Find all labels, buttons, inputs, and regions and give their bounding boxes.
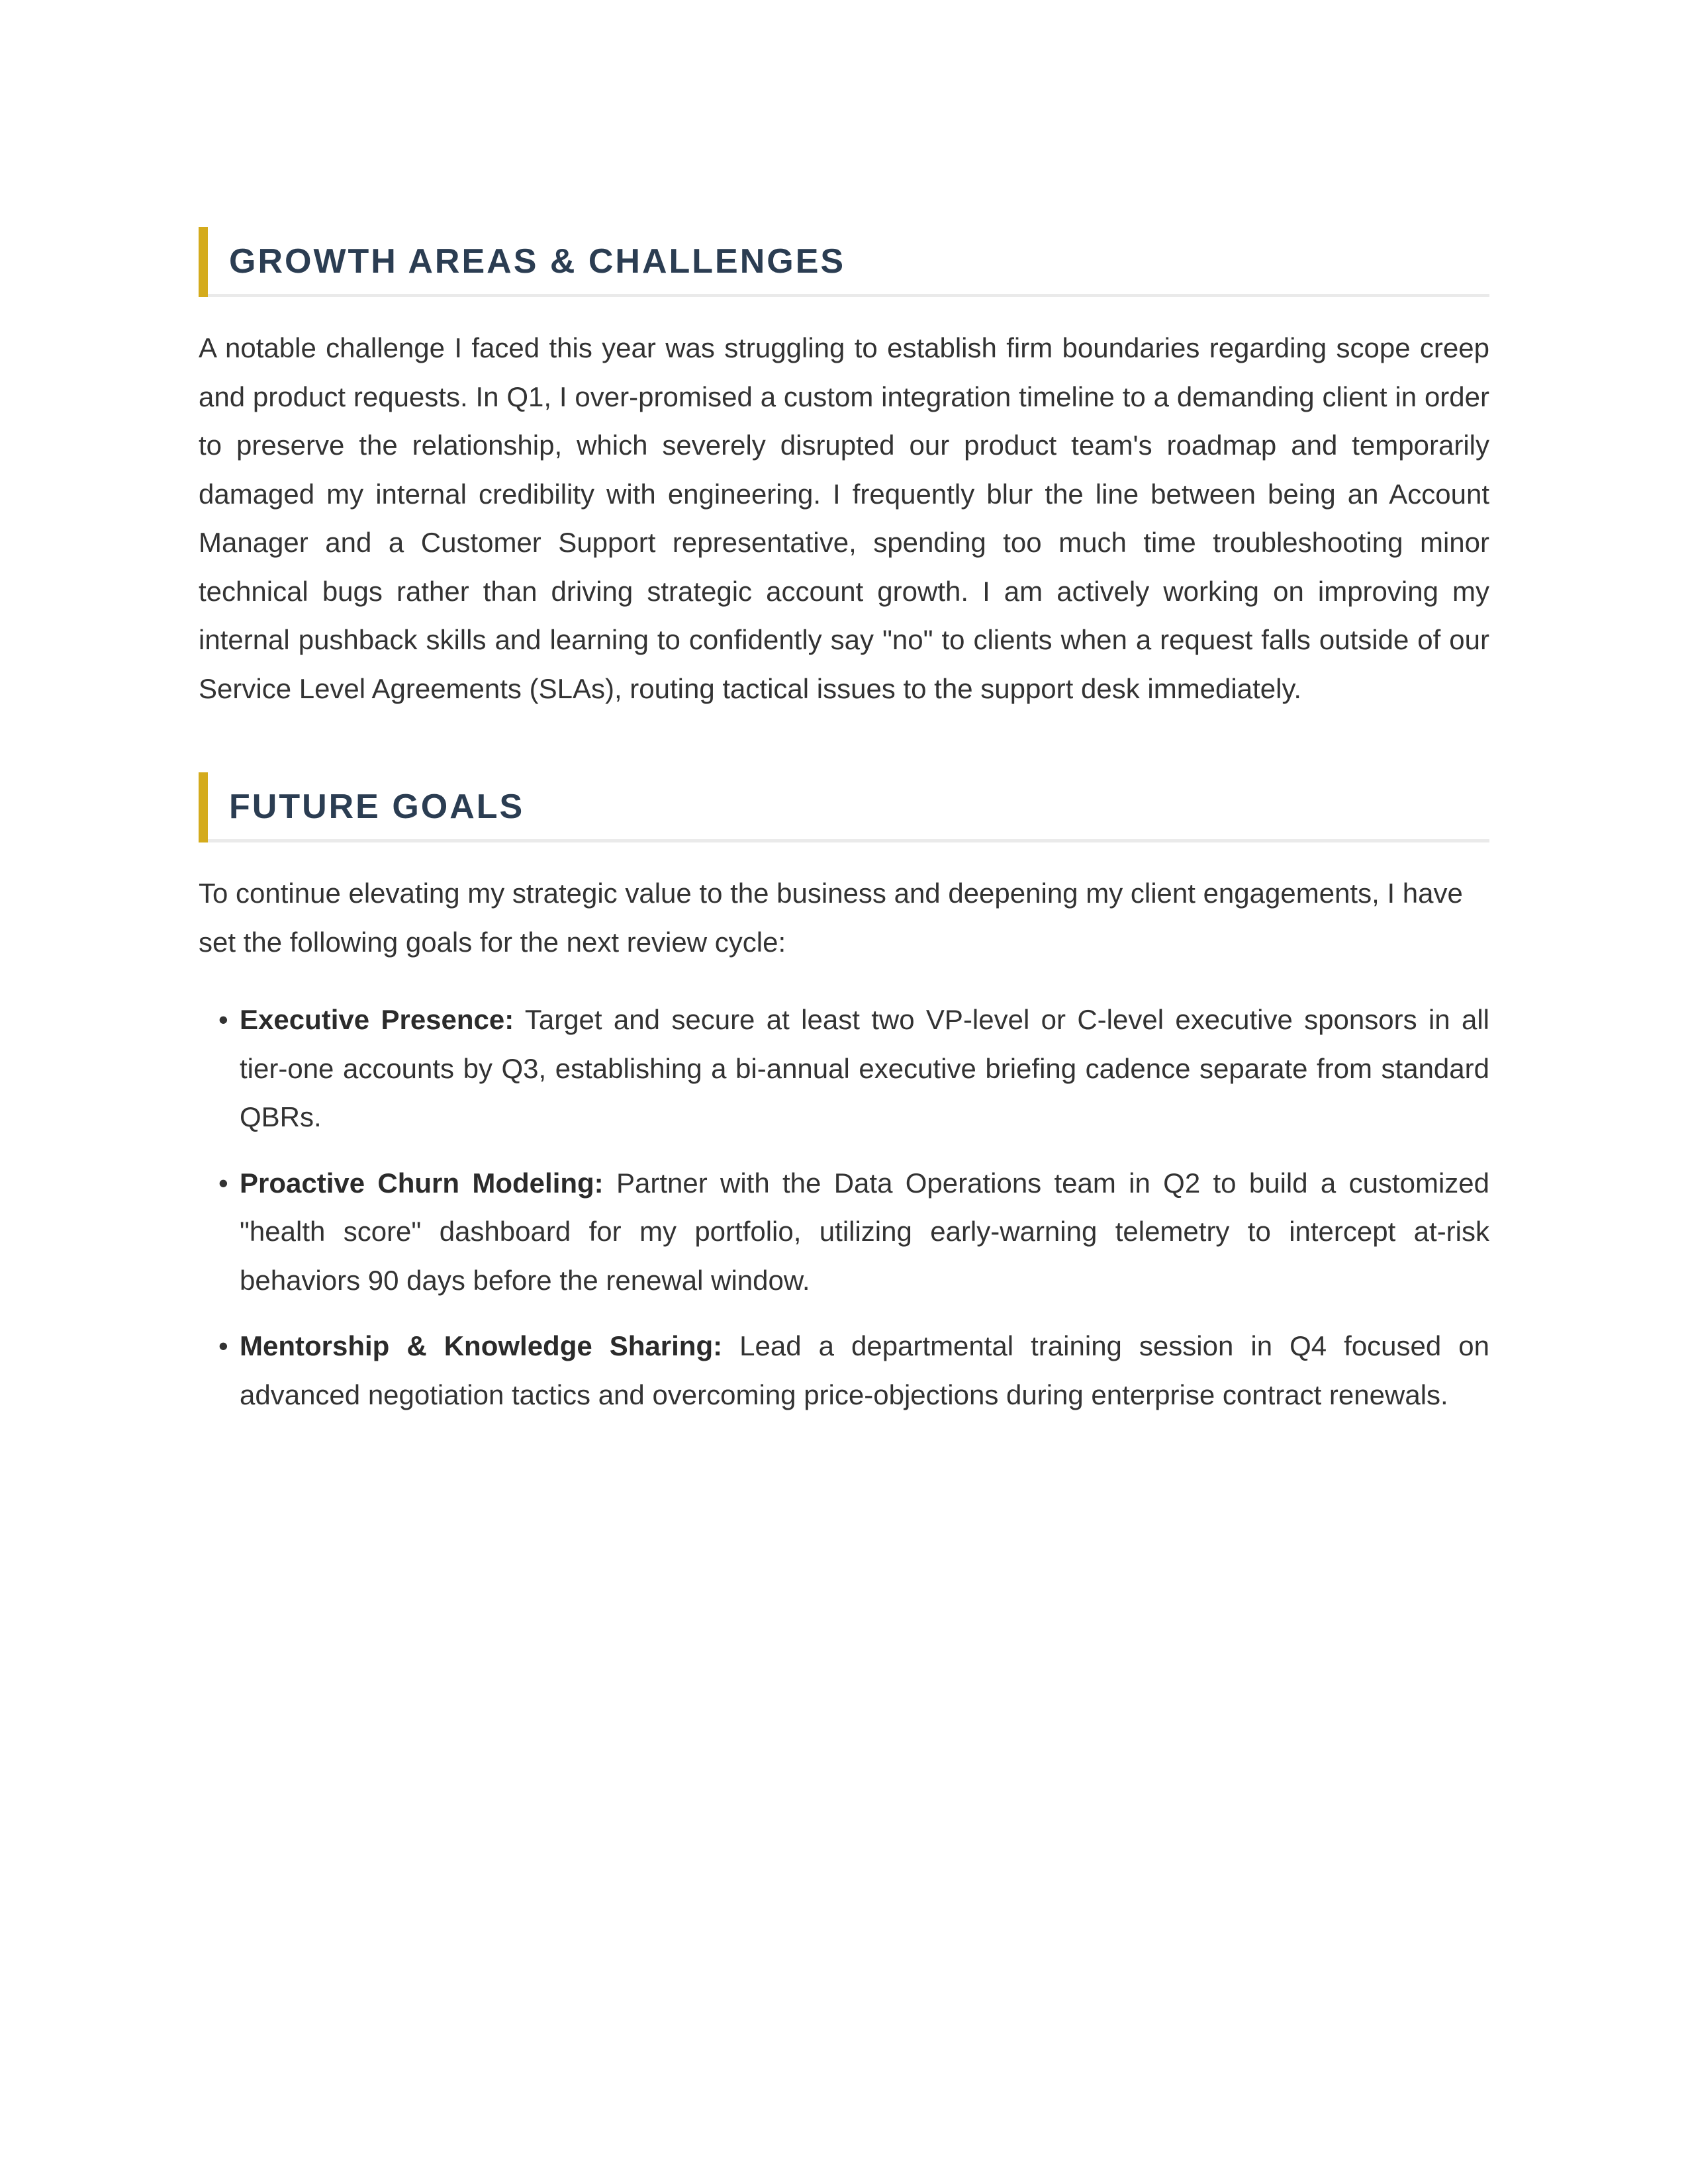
document-page <box>199 0 1489 1436</box>
heading-accent-bar <box>199 772 208 842</box>
goals-section-heading <box>199 772 1489 842</box>
goals-intro-paragraph: To continue elevating my strategic value to the business and deepening my client engagements, I have set the following goals for the next review cycle: <box>199 878 1463 958</box>
goals-list <box>199 995 1489 1419</box>
heading-accent-bar <box>199 227 208 297</box>
goal-description: Target and secure at least two VP-level or C-level executive sponsors in all tier-one accounts by Q3, establishing a bi-annual executive briefing cadence separate from standard QBRs. <box>240 1004 1490 1132</box>
goal-list-item <box>199 1322 1489 1419</box>
goal-title: Mentorship & Knowledge Sharing: <box>240 1330 723 1361</box>
goal-title: Executive Presence: <box>240 1004 514 1035</box>
bullet-icon: • <box>218 1004 228 1035</box>
growth-section-heading <box>199 227 1489 297</box>
growth-heading-text: GROWTH AREAS & CHALLENGES <box>229 242 846 281</box>
goal-list-item <box>199 995 1489 1142</box>
goal-title: Proactive Churn Modeling: <box>240 1167 604 1199</box>
growth-body-paragraph: A notable challenge I faced this year was struggling to establish firm boundaries regarding scope creep and product requests. In Q1, I over-promised a custom integration timeline to a demanding client in order to preserve the relationship, which severely disrupted our product team's roadmap and temporarily damaged my internal credibility with engineering. I frequently blur the line between being an Account Manager and a Customer Support representative, spending too much time troubleshooting minor technical bugs rather than driving strategic account growth. I am actively working on improving my internal pushback skills and learning to confidently say "no" to clients when a request falls outside of our Service Level Agreements (SLAs), routing tactical issues to the support desk immediately. <box>199 332 1489 704</box>
goal-description: Partner with the Data Operations team in Q2 to build a customized "health score" dashboard for my portfolio, utilizing early-warning telemetry to intercept at-risk behaviors 90 days before the renewal window. <box>240 1167 1489 1296</box>
bullet-icon: • <box>218 1330 228 1361</box>
goal-list-item <box>199 1159 1489 1305</box>
goal-description: Lead a departmental training session in Q4 focused on advanced negotiation tactics and overcoming price-objections during enterprise contract renewals. <box>240 1330 1489 1410</box>
bullet-icon: • <box>218 1167 228 1199</box>
goals-heading-text: FUTURE GOALS <box>229 788 525 826</box>
